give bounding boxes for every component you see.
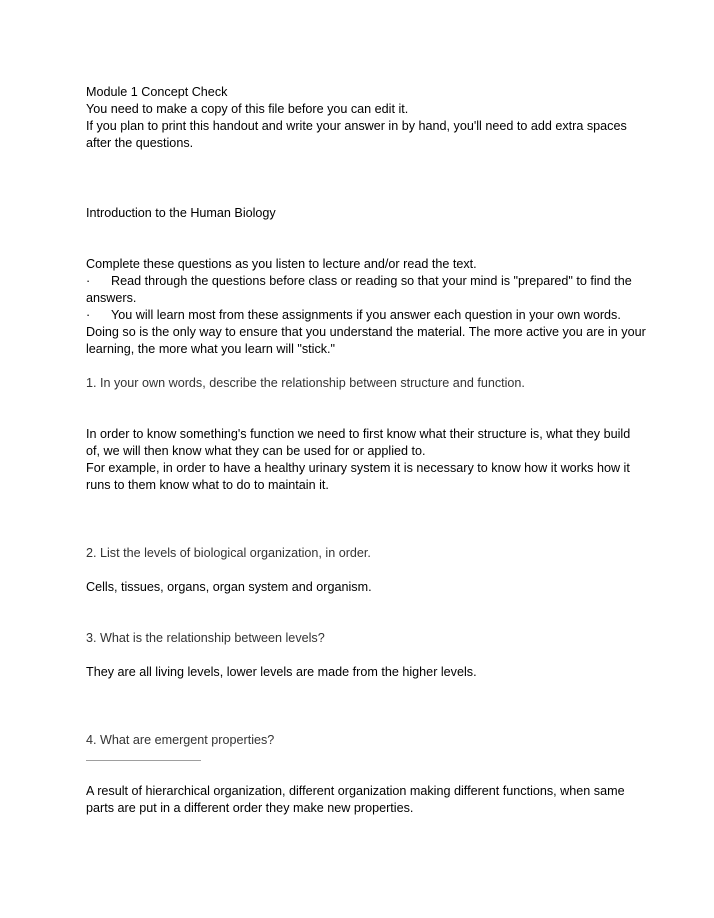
document-title: Module 1 Concept Check xyxy=(86,85,228,99)
bullet-text: You will learn most from these assignments if you answer each question in your own words. Doing so is the only way to ensure that you understand the material. The more active you are in your learning, the more what you learn will "stick." xyxy=(86,308,646,356)
answer-1-part-2: For example, in order to have a healthy urinary system it is necessary to know how it works how it runs to them know what to do to maintain it. xyxy=(86,461,630,492)
print-note: If you plan to print this handout and write your answer in by hand, you'll need to add extra spaces after the questions. xyxy=(86,119,627,150)
answer-1-part-1: In order to know something's function we need to first know what their structure is, what they build of, we will then know what they can be used for or applied to. xyxy=(86,427,631,458)
answer-3: They are all living levels, lower levels are made from the higher levels. xyxy=(86,665,477,679)
bullet-marker: · xyxy=(86,308,91,322)
instructions-intro: Complete these questions as you listen to lecture and/or read the text. xyxy=(86,257,477,271)
section-title: Introduction to the Human Biology xyxy=(86,206,276,220)
answer-2: Cells, tissues, organs, organ system and organism. xyxy=(86,580,372,594)
question-2: 2. List the levels of biological organization, in order. xyxy=(86,546,371,560)
document-page xyxy=(86,84,646,817)
bullet-text: Read through the questions before class or reading so that your mind is "prepared" to find the answers. xyxy=(86,274,632,305)
copy-note: You need to make a copy of this file before you can edit it. xyxy=(86,102,409,116)
bullet-marker: · xyxy=(86,274,91,288)
answer-4: A result of hierarchical organization, different organization making different functions, when same parts are put in a different order they make new properties. xyxy=(86,784,625,815)
question-4: 4. What are emergent properties? xyxy=(86,733,275,747)
instruction-bullet xyxy=(86,273,646,307)
instruction-bullet xyxy=(86,307,646,358)
question-3: 3. What is the relationship between levels? xyxy=(86,631,325,645)
question-1: 1. In your own words, describe the relationship between structure and function. xyxy=(86,376,525,390)
